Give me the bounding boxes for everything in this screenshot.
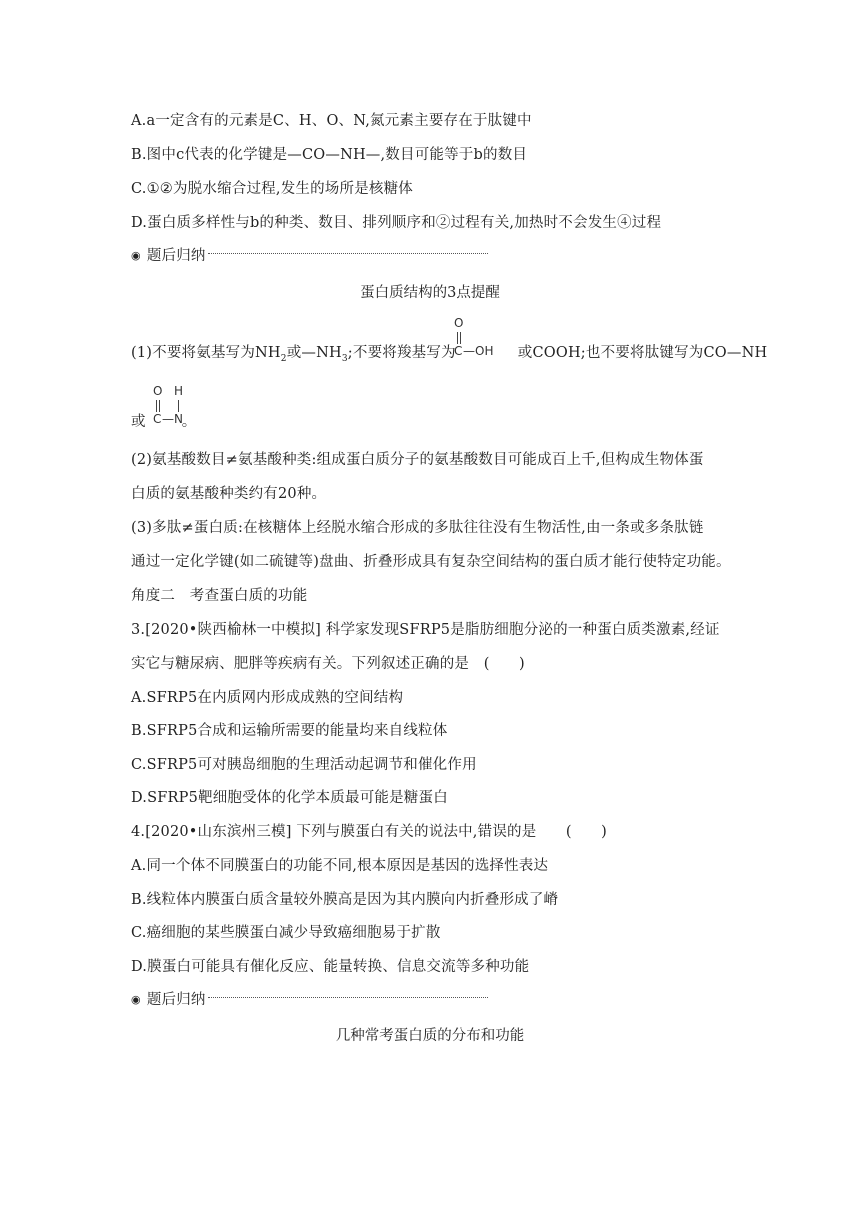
point-3-line-1: (3)多肽≠蛋白质:在核糖体上经脱水缩合形成的多肽往往没有生物活性,由一条或多条肽链	[131, 520, 704, 536]
review-title-2: 几种常考蛋白质的分布和功能	[335, 1028, 525, 1044]
q3-option-d: D.SFRP5靶细胞受体的化学本质最可能是糖蛋白	[131, 790, 448, 806]
review-label: 题后归纳	[146, 992, 206, 1008]
double-bond-line	[159, 400, 160, 412]
dotted-leader	[208, 997, 488, 998]
q4-option-a: A.同一个体不同膜蛋白的功能不同,根本原因是基因的选择性表达	[131, 858, 549, 874]
option-b: B.图中c代表的化学键是—CO—NH—,数目可能等于b的数目	[131, 147, 528, 163]
option-c: C.①②为脱水缩合过程,发生的场所是核糖体	[131, 181, 413, 197]
point-1-line-1	[131, 343, 767, 369]
peptide-carbon: C	[153, 412, 162, 426]
q3-stem-line-1: 3.[2020•陕西榆林一中模拟] 科学家发现SFRP5是脂肪细胞分泌的一种蛋白质类激素,经证	[131, 622, 720, 638]
carboxyl-oxygen: O	[454, 316, 464, 330]
q3-option-a: A.SFRP5在内质网内形成成熟的空间结构	[131, 690, 404, 706]
single-bond-line	[178, 400, 179, 412]
point-3-line-2: 通过一定化学键(如二硫键等)盘曲、折叠形成具有复杂空间结构的蛋白质才能行使特定功能。	[131, 554, 731, 570]
carboxyl-formula	[452, 316, 516, 364]
carboxyl-carbon: C	[454, 344, 463, 358]
point-2-line-2: 白质的氨基酸种类约有20种。	[131, 486, 327, 502]
option-a: A.a一定含有的元素是C、H、O、N,氮元素主要存在于肽键中	[131, 113, 532, 129]
double-bond-line	[457, 332, 458, 344]
peptide-hydrogen: H	[174, 384, 184, 398]
review-label: 题后归纳	[146, 248, 206, 264]
review-header	[131, 246, 488, 266]
point-1-text-f: 。	[181, 414, 197, 430]
point-1-text-e: 或	[131, 414, 146, 430]
subscript: 3	[341, 353, 348, 364]
q3-stem-line-2: 实它与糖尿病、肥胖等疾病有关。下列叙述正确的是 ( )	[131, 656, 525, 672]
point-1-text-d: 或COOH;也不要将肽键写为CO—NH	[517, 345, 768, 361]
point-1-text-a: (1)不要将氨基写为NH	[131, 345, 281, 361]
q3-option-c: C.SFRP5可对胰岛细胞的生理活动起调节和催化作用	[131, 757, 477, 773]
q4-option-b: B.线粒体内膜蛋白质含量较外膜高是因为其内膜向内折叠形成了嵴	[131, 892, 559, 908]
q4-option-d: D.膜蛋白可能具有催化反应、能量转换、信息交流等多种功能	[131, 959, 530, 975]
q3-option-b: B.SFRP5合成和运输所需要的能量均来自线粒体	[131, 723, 448, 739]
review-header-2	[131, 990, 488, 1010]
carboxyl-hydroxyl: —OH	[463, 344, 494, 358]
dotted-leader	[208, 253, 488, 254]
double-bond-line	[156, 400, 157, 412]
point-1-text-c: ;不要将羧基写为	[347, 345, 456, 361]
option-d: D.蛋白质多样性与b的种类、数目、排列顺序和②过程有关,加热时不会发生④过程	[131, 215, 662, 231]
peptide-oxygen: O	[153, 384, 163, 398]
review-title: 蛋白质结构的3点提醒	[360, 285, 500, 301]
point-2-line-1: (2)氨基酸数目≠氨基酸种类:组成蛋白质分子的氨基酸数目可能成百上千,但构成生物体蛋	[131, 452, 704, 468]
point-1-text-b: 或—NH	[286, 345, 342, 361]
q4-option-c: C.癌细胞的某些膜蛋白减少导致癌细胞易于扩散	[131, 925, 441, 941]
peptide-nitrogen: —N	[162, 412, 183, 426]
double-bond-line	[460, 332, 461, 344]
subscript: 2	[280, 353, 287, 364]
section-title: 角度二 考查蛋白质的功能	[131, 588, 308, 604]
bullet-icon: ◉	[131, 993, 141, 1006]
peptide-bond-formula	[150, 384, 190, 432]
bullet-icon: ◉	[131, 249, 141, 262]
q4-stem: 4.[2020•山东滨州三模] 下列与膜蛋白有关的说法中,错误的是 ( )	[131, 824, 607, 840]
